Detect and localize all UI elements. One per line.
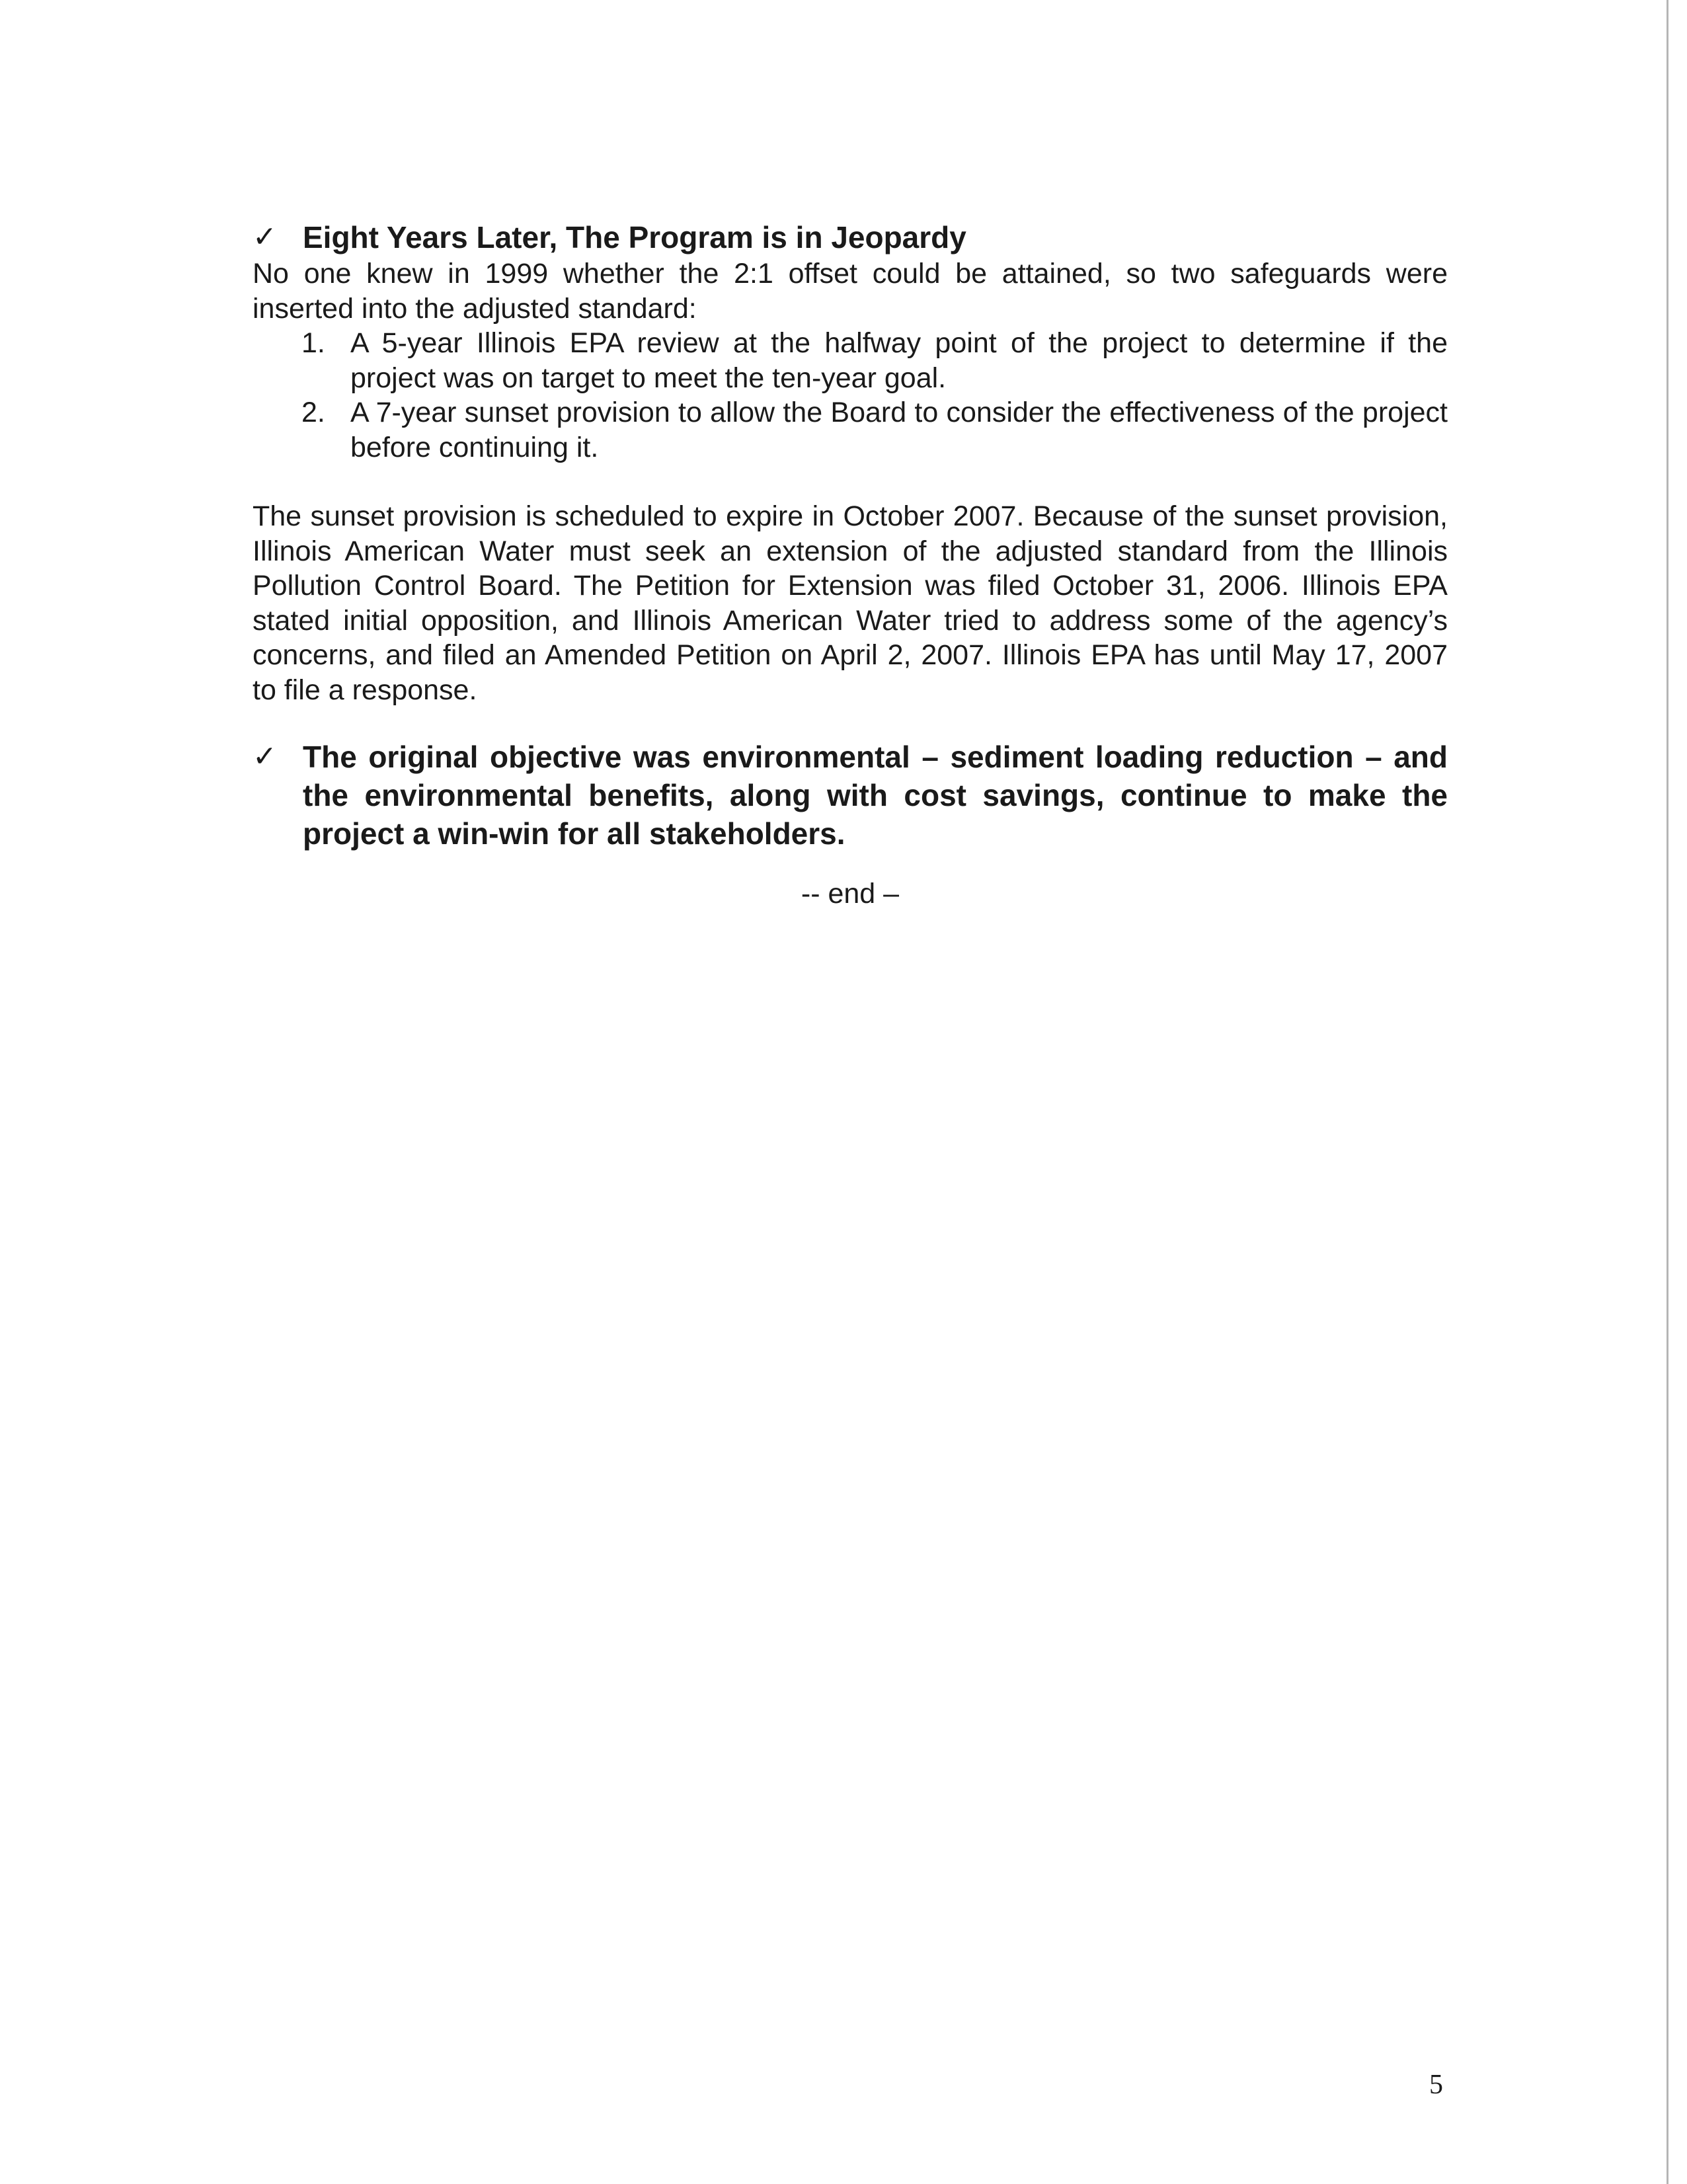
checkmark-icon: ✓ bbox=[253, 221, 277, 253]
intro-paragraph: No one knew in 1999 whether the 2:1 offset could be attained, so two safeguards were inserted into the adjusted standard: bbox=[253, 258, 1448, 325]
list-item-text: A 5-year Illinois EPA review at the halfway point of the project to determine if the project was on target to meet the ten-year goal. bbox=[350, 327, 1448, 394]
section-heading-text: Eight Years Later, The Program is in Jeopardy bbox=[303, 220, 966, 254]
section-heading-jeopardy bbox=[253, 218, 1448, 256]
document-body bbox=[253, 218, 1448, 910]
page-edge-line bbox=[1667, 0, 1668, 2184]
safeguards-list bbox=[253, 326, 1448, 465]
list-item bbox=[253, 395, 1448, 465]
list-item-text: A 7-year sunset provision to allow the Board to consider the effectiveness of the project before continuing it. bbox=[350, 397, 1448, 463]
list-item bbox=[253, 326, 1448, 395]
end-marker: -- end – bbox=[801, 878, 900, 910]
list-item-number: 2. bbox=[301, 397, 325, 428]
section-heading-text: The original objective was environmental – sediment loading reduction – and the environmental benefits, along with cost savings, continue to make the project a win-win for all stakeholders. bbox=[303, 740, 1448, 851]
checkmark-icon: ✓ bbox=[253, 740, 277, 773]
list-item-number: 1. bbox=[301, 327, 325, 359]
section-heading-objective bbox=[253, 738, 1448, 853]
sunset-paragraph: The sunset provision is scheduled to expire in October 2007. Because of the sunset provision, Illinois American Water must seek an extension of the adjusted standard from the Illinois Pollution Control Board. The Petition for Extension was filed October 31, 2006. Illinois EPA stated initial opposition, and Illinois American Water tried to address some of the agency’s concerns, and filed an Amended Petition on April 2, 2007. Illinois EPA has until May 17, 2007 to file a response. bbox=[253, 500, 1448, 706]
page-number: 5 bbox=[1429, 2070, 1443, 2100]
